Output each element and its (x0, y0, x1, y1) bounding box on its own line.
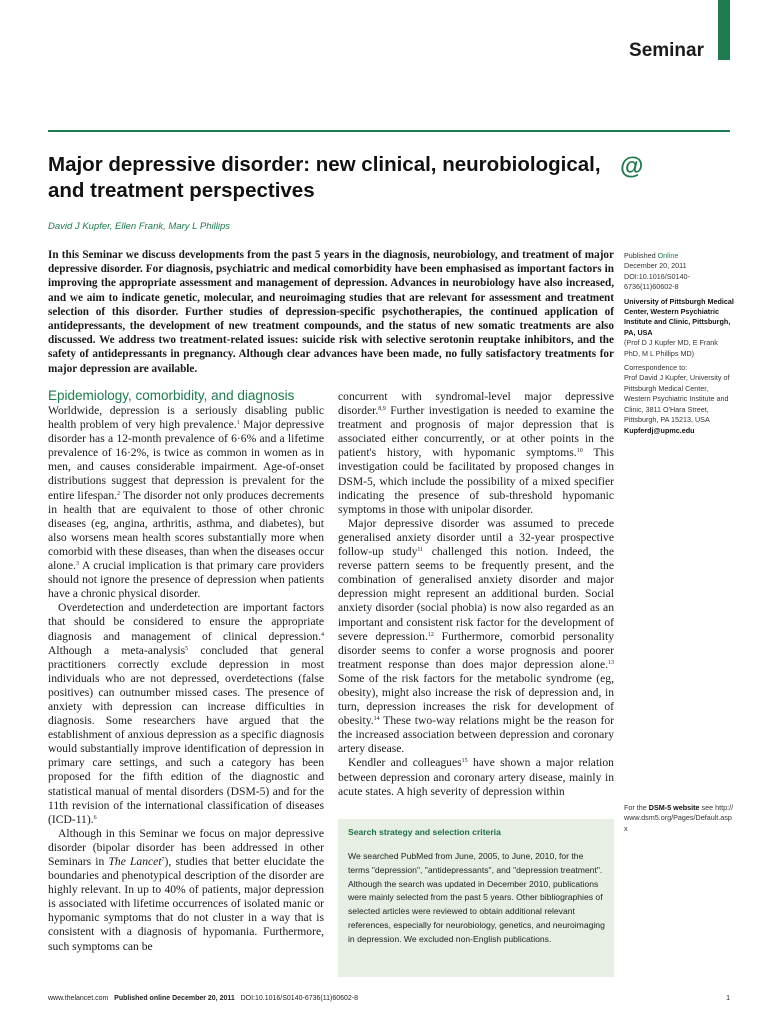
section-label: Seminar (629, 40, 704, 61)
dsm-note (624, 803, 734, 834)
article-abstract: In this Seminar we discuss developments from the past 5 years in the diagnosis, neurobiology, and treatment of major depressive disorder. For diagnosis, psychiatric and medical comorbidity have been emphasised as important factors in improving the appropriate assessment and management of depression. Advances in neurobiology have also increased, and we aim to indicate genetic, molecular, and neuroimaging studies that are relevant for assessment and treatment selection of this disorder. Further studies of depression-specific psychotherapies, the continued application of antidepressants, the development of new treatment compounds, and the status of new somatic treatments are also discussed. We address two treatment-related issues: suicide risk with selective serotonin reuptake inhibitors, and the safety of antidepressants in pregnancy. Although clear advances have been made, no fully satisfactory treatments for major depression are available. (48, 249, 614, 375)
article-title: Major depressive disorder: new clinical, neurobiological, and treatment perspectives (48, 153, 601, 202)
dsm-url[interactable]: http://www.dsm5.org/Pages/Default.aspx (624, 803, 734, 833)
published-date: December 20, 2011 (624, 261, 687, 271)
paragraph: Kendler and colleagues$^{15}$ have shown a major relation between depression and coronary artery disease, mainly in acute states. A high severity of depression within (338, 756, 614, 798)
footer-published: Published online December 20, 2011 (114, 995, 235, 1002)
dsm-label: DSM-5 website (648, 803, 700, 812)
sidebar-doi[interactable]: DOI:10.1016/S0140-6736(11)60602-8 (624, 271, 690, 292)
dsm-suffix: see (701, 803, 714, 812)
search-strategy-text: We searched PubMed from June, 2005, to June, 2010, for the terms "depression", "antidepressants", and "depression treatment". Although the search was updated in December 2010, publications were mainly selected from the past 5 years. Other bibliographies of selected articles were reviewed to obtain additional relevant references, especially for neurobiology, genetics, and neuroimaging in depression. We excluded non-English publications. (348, 851, 605, 944)
affiliation-names: (Prof D J Kupfer MD, E Frank PhD, M L Phillips MD) (624, 338, 718, 358)
affiliation: University of Pittsburgh Medical Center, Western Psychiatric Institute and Clinic, Pittsburgh, PA, USA (624, 296, 734, 337)
article-sidebar (624, 251, 734, 436)
page-number: 1 (726, 995, 730, 1002)
paragraph: Although in this Seminar we focus on major depressive disorder (bipolar disorder has been addressed in other Seminars in The Lancet$^7$), studies that better elucidate the boundaries and phenotypical description of the disorder are highly relevant. In up to 40% of patients, major depression is associated with lifetime occurrences of isolated manic or hypomanic symptoms that do not cluster in a way that is consistent with a diagnosis of hypomania. Furthermore, such symptoms can be (48, 826, 324, 953)
body-column-1 (48, 404, 324, 954)
body-column-2 (338, 390, 614, 799)
header-rule (48, 130, 730, 132)
paragraph: Major depressive disorder was assumed to precede generalised anxiety disorder until a 32-year prospective follow-up study$^{11}$ challenged this notion. Indeed, the reverse pattern seems to be frequently present, and the combination of generalised anxiety disorder and major depression might represent an additional burden. Social anxiety disorder (social phobia) is now also regarded as an important and consistent risk factor for the development of severe depression.$^{12}$ Furthermore, comorbid personality disorder seems to confer a worse prognosis and poorer treatment response than does major depression alone.$^{13}$ Some of the risk factors for the metabolic syndrome (eg, obesity), might also increase the risk of depression and, in turn, depression increases the risk for development of obesity.$^{14}$ These two-way relations might be the reason for the increased association between depression and coronary artery disease. (338, 516, 615, 756)
section-heading: Epidemiology, comorbidity, and diagnosis (48, 388, 295, 403)
paragraph: concurrent with syndromal-level major depressive disorder.$^{8,9}$ Further investigation is needed to examine the treatment and prognosis of major depression that is associated either concurrently, or at other points in the patient's history, with hypomanic symptoms.$^{10}$ This investigation could be facilitated by proposed changes in DSM-5, which include the possibility of a mixed specifier indicating the presence of sub-threshold hypomanic symptoms in those with unipolar disorder. (338, 390, 614, 516)
footer-site[interactable]: www.thelancet.com (48, 995, 109, 1002)
section-color-bar (718, 0, 730, 60)
correspondence-label: Correspondence to: (624, 363, 688, 373)
footer-doi[interactable]: DOI:10.1016/S0140-6736(11)60602-8 (240, 995, 359, 1002)
search-strategy-title: Search strategy and selection criteria (348, 827, 501, 837)
published-online: Online (657, 251, 679, 260)
published-label: Published (624, 251, 656, 260)
correspondence-address: Prof David J Kupfer, University of Pittsburgh Medical Center, Western Psychiatric Institute and Clinic, 3811 O'Hara Street, Pittsburgh, PA 15213, USA (624, 373, 730, 425)
correspondence-email[interactable]: Kupferdj@upmc.edu (624, 425, 695, 435)
web-extra-icon[interactable]: @ (620, 153, 644, 180)
article-authors[interactable]: David J Kupfer, Ellen Frank, Mary L Phillips (48, 221, 230, 232)
paragraph: Overdetection and underdetection are important factors that should be considered to ensure the appropriate diagnosis and management of clinical depression.$^4$ Although a meta-analysis$^5$ concluded that general practitioners correctly exclude depression in most individuals who are not depressed, overdetections (false positives) can outnumber missed cases. The presence of anxiety with depression can increase difficulties in diagnosis. Some researchers have argued that the establishment of anxious depression as a specific diagnosis would substantially improve identification of depression in primary care settings, and such a category has been proposed for the fifth edition of the diagnostic and statistical manual of mental disorders (DSM-5) and for the 11th revision of the international classification of diseases (ICD-11).$^6$ (48, 601, 324, 826)
dsm-prefix: For the (624, 803, 647, 812)
page-footer (48, 995, 668, 1002)
published-line (624, 251, 734, 261)
paragraph: Worldwide, depression is a seriously disabling public health problem of very high prevalence.$^1$ Major depressive disorder has a 12-month prevalence of 6·6% and a lifetime prevalence of 16·2%, is twice as common in women as in men, and causes considerable impairment. Age-of-onset distributions suggest that depression is prevalent for the entire lifespan.$^2$ The disorder not only produces decrements in health that are equivalent to those of other chronic diseases (eg, angina, arthritis, asthma, and diabetes), but also worsens mean health scores substantially more when comorbid with these diseases, than when the diseases occur alone.$^3$ A crucial implication is that primary care providers should not ignore the presence of depression when patients have a chronic physical disorder. (48, 404, 325, 601)
